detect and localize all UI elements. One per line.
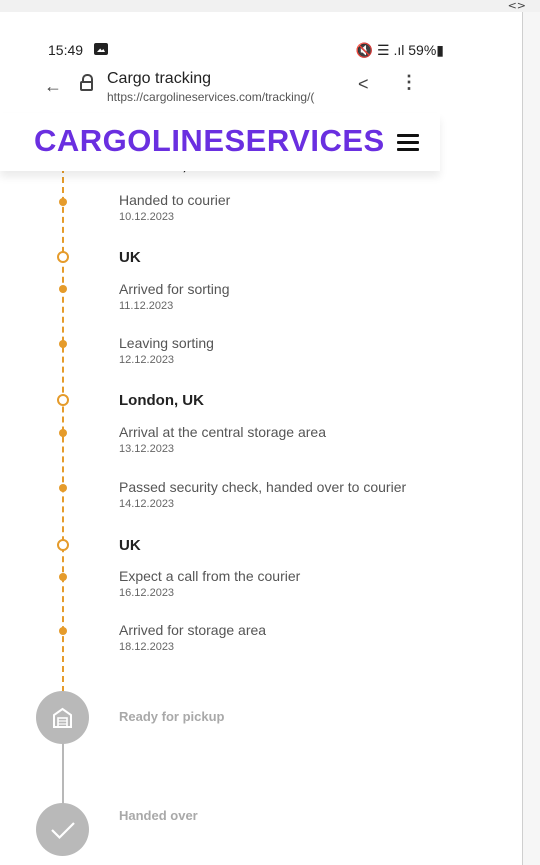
timeline-event (119, 192, 439, 223)
url-text[interactable]: https://cargolineservices.com/tracking/( (107, 90, 315, 104)
more-options-icon[interactable]: ⋮ (400, 72, 418, 92)
back-arrow-icon[interactable]: ← (44, 76, 62, 96)
event-date: 14.12.2023 (119, 498, 175, 510)
timeline-event (119, 335, 439, 366)
timeline-location-ring (57, 394, 69, 406)
warehouse-stage-badge (36, 691, 89, 744)
check-icon (36, 803, 89, 856)
site-logo[interactable]: CARGOLINESERVICES (34, 123, 385, 158)
timeline-event-dot (59, 484, 67, 492)
timeline-location-ring (57, 251, 69, 263)
warehouse-icon (36, 691, 89, 744)
event-text: Passed security check, handed over to courier (119, 479, 407, 495)
timeline-event (119, 424, 439, 455)
check-stage-badge (36, 803, 89, 856)
location-heading: UK (119, 537, 141, 554)
timeline-location-ring (57, 539, 69, 551)
status-icons: 🔇 ☰ .ıl 59%▮ (355, 42, 444, 58)
event-date: 16.12.2023 (119, 587, 175, 599)
stage-label: Handed over (119, 808, 198, 823)
event-date: 10.12.2023 (119, 211, 175, 223)
timeline-dashed-line (62, 157, 64, 692)
timeline-event (119, 622, 439, 653)
status-time: 15:49 (48, 42, 84, 58)
event-text: Arrival at the central storage area (119, 424, 326, 440)
event-text: Arrived for sorting (119, 281, 230, 297)
status-bar (48, 42, 444, 60)
timeline-event-dot (59, 573, 67, 581)
phone-screen (0, 12, 522, 865)
tracking-timeline (0, 157, 522, 865)
timeline-event-dot (59, 429, 67, 437)
timeline-event-dot (59, 198, 67, 206)
location-heading: London, UK (119, 392, 204, 409)
timeline-event-dot (59, 340, 67, 348)
event-date: 18.12.2023 (119, 641, 175, 653)
event-text: Handed to courier (119, 192, 231, 208)
event-text: Expect a call from the courier (119, 568, 301, 584)
site-header (0, 113, 440, 171)
gallery-notification-icon (94, 43, 108, 55)
event-text: Leaving sorting (119, 335, 214, 351)
code-toggle-icon[interactable]: <> (507, 0, 526, 12)
event-text: Arrived for storage area (119, 622, 267, 638)
share-icon[interactable]: < (358, 74, 369, 94)
timeline-event (119, 568, 439, 599)
timeline-event (119, 479, 439, 510)
timeline-event (119, 281, 439, 312)
event-date: 11.12.2023 (119, 300, 174, 312)
browser-address-bar (0, 66, 440, 112)
timeline-event-dot (59, 627, 67, 635)
timeline-event-dot (59, 285, 67, 293)
stage-label: Ready for pickup (119, 709, 225, 724)
page-title[interactable]: Cargo tracking (107, 70, 212, 87)
lock-icon[interactable] (80, 74, 93, 90)
window-right-rail (522, 12, 540, 865)
location-heading: UK (119, 249, 141, 266)
event-date: 12.12.2023 (119, 354, 175, 366)
event-date: 13.12.2023 (119, 443, 175, 455)
hamburger-menu-icon[interactable] (397, 134, 419, 155)
